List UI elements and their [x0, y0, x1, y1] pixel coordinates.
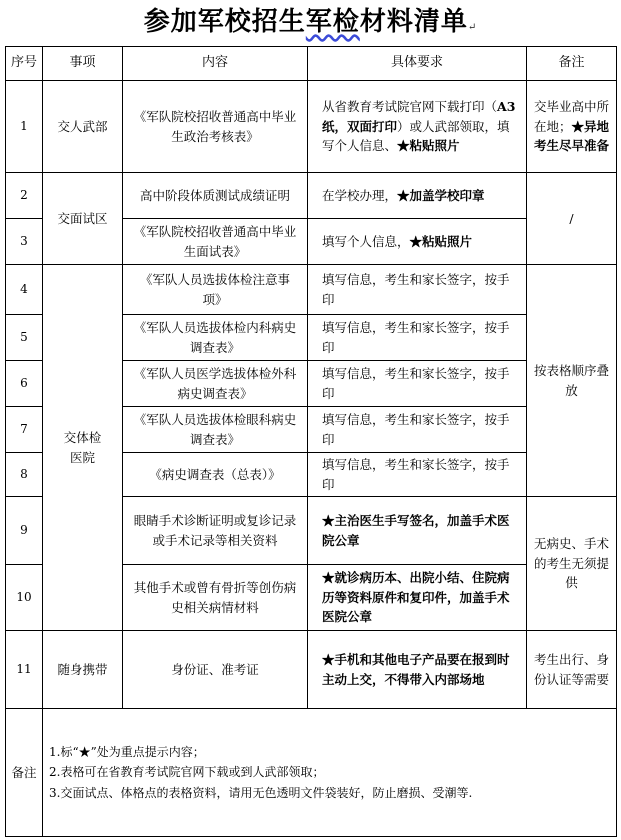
row-no: 5 — [6, 315, 43, 361]
row-no: 4 — [6, 265, 43, 315]
group-suishen: 随身携带 — [43, 631, 123, 709]
row-requirement — [308, 173, 527, 219]
row-requirement: 填写信息，考生和家长签字，按手印 — [308, 265, 527, 315]
row-no: 6 — [6, 361, 43, 407]
row-no: 9 — [6, 497, 43, 565]
group-tijian-line1: 交体检 — [63, 430, 102, 446]
req-text: ）或人武部领取，填写个人信息、 — [322, 118, 510, 154]
req-bold: ★粘贴照片 — [397, 138, 460, 154]
notes-row — [6, 709, 617, 837]
row-no: 10 — [6, 565, 43, 631]
row-no: 1 — [6, 81, 43, 173]
row-content: 身份证、准考证 — [123, 631, 308, 709]
header-row — [6, 47, 617, 81]
page-title — [0, 0, 621, 44]
header-requirement: 具体要求 — [308, 47, 527, 81]
table-row — [6, 173, 617, 219]
header-remark: 备注 — [527, 47, 617, 81]
row-content: 《军队院校招收普通高中毕业生面试表》 — [123, 219, 308, 265]
row-content: 《军队人员选拔体检眼科病史调查表》 — [123, 407, 308, 453]
row-content: 《军队人员选拔体检注意事项》 — [123, 265, 308, 315]
header-item: 事项 — [43, 47, 123, 81]
req-bold: ★粘贴照片 — [409, 233, 473, 249]
row-content: 《军队人员选拔体检内科病史调查表》 — [123, 315, 308, 361]
row-content: 《军队院校招收普通高中毕业生政治考核表》 — [123, 81, 308, 173]
row-no: 11 — [6, 631, 43, 709]
remark-bold: ★异地考生尽早准备 — [533, 118, 610, 154]
remark-text: 交毕业高中所在地； — [533, 99, 609, 134]
row-requirement — [308, 81, 527, 173]
row-no: 2 — [6, 173, 43, 219]
materials-table — [5, 46, 617, 837]
row-content: 高中阶段体质测试成绩证明 — [123, 173, 308, 219]
row-no: 3 — [6, 219, 43, 265]
title-rest: 材料清单 — [359, 7, 468, 37]
row-no: 7 — [6, 407, 43, 453]
group-wuzhuangbu: 交人武部 — [43, 81, 123, 173]
req-text: 从省教育考试院官网下载打印（ — [322, 99, 498, 115]
table-row — [6, 81, 617, 173]
row-no: 8 — [6, 453, 43, 497]
row-content: 其他手术或曾有骨折等创伤病史相关病情材料 — [123, 565, 308, 631]
table-row — [6, 265, 617, 315]
note-item: 2.表格可在省教育考试院官网下载或到人武部领取； — [49, 765, 325, 780]
row-requirement: 填写信息，考生和家长签字，按手印 — [308, 407, 527, 453]
row-requirement: ★主治医生手写签名，加盖手术医院公章 — [308, 497, 527, 565]
remark-medical: 无病史、手术的考生无须提供 — [527, 497, 617, 631]
row-requirement: ★就诊病历本、出院小结、住院病历等资料原件和复印件，加盖手术医院公章 — [308, 565, 527, 631]
row-remark: 考生出行、身份认证等需要 — [527, 631, 617, 709]
group-mianshi: 交面试区 — [43, 173, 123, 265]
group-tijian-line2: 医院 — [69, 449, 95, 465]
group-tijian — [43, 265, 123, 631]
table-row — [6, 631, 617, 709]
remark-tijian: 按表格顺序叠放 — [527, 265, 617, 497]
req-text: 填写个人信息， — [322, 233, 410, 249]
req-bold: ★加盖学校印章 — [397, 187, 485, 203]
title-main: 参加军校招生 — [143, 7, 306, 37]
row-requirement: ★手机和其他电子产品要在报到时主动上交，不得带入内部场地 — [308, 631, 527, 709]
header-no: 序号 — [6, 47, 43, 81]
header-content: 内容 — [123, 47, 308, 81]
row-remark — [527, 81, 617, 173]
note-item: 3.交面试点、体格点的表格资料，请用无色透明文件袋装好，防止磨损、受潮等. — [49, 785, 473, 800]
req-bold: A3纸，双面打印 — [322, 99, 516, 134]
req-text: 在学校办理， — [322, 187, 398, 203]
notes-label: 备注 — [6, 709, 43, 837]
row-content: 《军队人员医学选拔体检外科病史调查表》 — [123, 361, 308, 407]
return-mark-icon: ↵ — [467, 22, 478, 33]
notes-list — [43, 709, 617, 837]
row-requirement — [308, 219, 527, 265]
row-content: 《病史调查表（总表）》 — [123, 453, 308, 497]
row-requirement: 填写信息，考生和家长签字，按手印 — [308, 361, 527, 407]
row-content: 眼睛手术诊断证明或复诊记录或手术记录等相关资料 — [123, 497, 308, 565]
remark-mianshi: / — [527, 173, 617, 265]
title-wavy: 军检 — [305, 7, 360, 37]
row-requirement: 填写信息，考生和家长签字，按手印 — [308, 315, 527, 361]
note-item: 1.标“★”处为重点提示内容； — [49, 744, 205, 759]
row-requirement: 填写信息，考生和家长签字，按手印 — [308, 453, 527, 497]
